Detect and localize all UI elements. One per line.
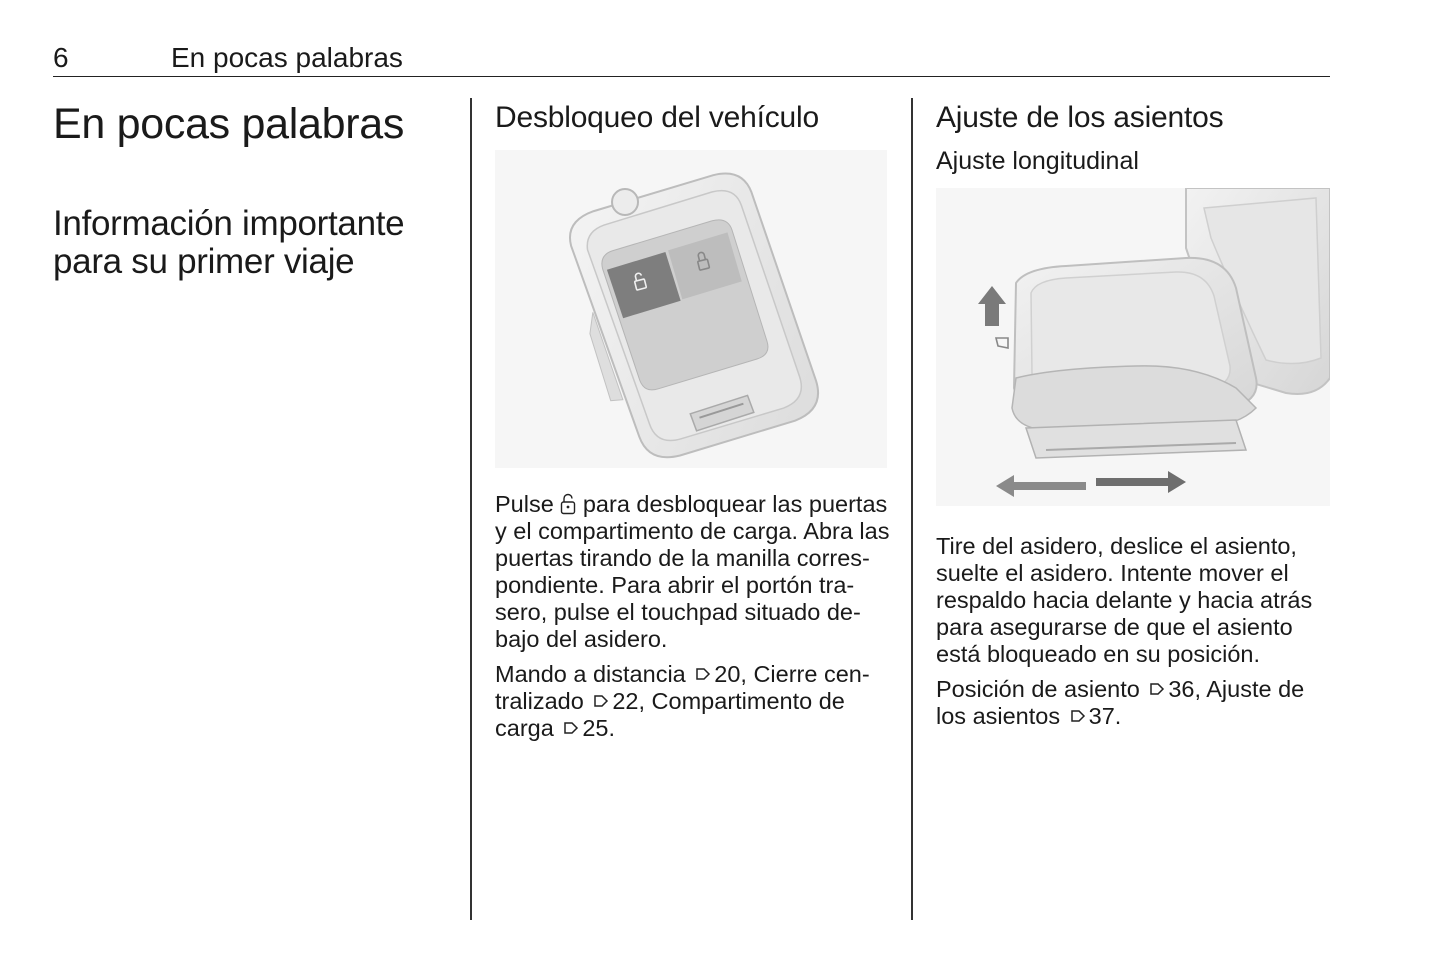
unlock-padlock-icon: [560, 493, 576, 515]
text-line: bajo del asidero.: [495, 626, 668, 652]
page-reference-arrow-icon: [1069, 707, 1087, 725]
text-line: sero, pulse el touchpad situado de-: [495, 599, 861, 625]
page-reference-arrow-icon: [694, 665, 712, 683]
page-number: 6: [53, 42, 69, 73]
column-unlock: [495, 98, 891, 742]
column-seat-adjustment: [936, 98, 1330, 730]
unlock-instructions: [495, 491, 891, 653]
text-line: puertas tirando de la manilla corres-: [495, 545, 870, 571]
seat-adjustment-illustration: [936, 188, 1330, 506]
ref-link-remote[interactable]: Mando a distancia 20: [495, 661, 741, 687]
text-line: pondiente. Para abrir el portón tra-: [495, 572, 855, 598]
text-line: y el compartimento de carga. Abra las: [495, 518, 890, 544]
seat-heading: Ajuste de los asientos: [936, 101, 1224, 134]
text-line: para asegurarse de que el asiento: [936, 614, 1293, 640]
text-fragment: , Cierre cen-: [740, 661, 870, 687]
ref-link-load-compartment[interactable]: carga 25: [495, 715, 609, 741]
text-fragment: .: [608, 715, 615, 741]
page-header: [53, 42, 1330, 77]
chapter-title: En pocas palabras: [53, 100, 405, 148]
section-title: [53, 205, 453, 281]
ref-link-central-lock[interactable]: tralizado 22: [495, 688, 639, 714]
text-line: suelte el asidero. Intente mover el: [936, 560, 1289, 586]
pulse-word: Pulse: [495, 491, 554, 517]
page-reference-arrow-icon: [562, 719, 580, 737]
page-reference-arrow-icon: [1148, 680, 1166, 698]
unlock-references: [495, 661, 891, 742]
car-key-fob-illustration: [495, 150, 887, 468]
seat-subheading: Ajuste longitudinal: [936, 147, 1139, 175]
column-divider: [470, 98, 472, 920]
text-line: está bloqueado en su posición.: [936, 641, 1261, 667]
section-title-line2: para su primer viaje: [53, 242, 355, 281]
running-title: En pocas palabras: [171, 42, 403, 73]
ref-link-seat-position[interactable]: Posición de asiento 36: [936, 676, 1195, 702]
text-fragment: , Compartimento de: [638, 688, 845, 714]
seat-references: [936, 676, 1330, 730]
section-title-line1: Información importante: [53, 204, 405, 243]
text-line: respaldo hacia delante y hacia atrás: [936, 587, 1313, 613]
ref-link-seat-adjustment[interactable]: los asientos 37: [936, 703, 1115, 729]
unlock-heading: Desbloqueo del vehículo: [495, 101, 819, 134]
text-line: Tire del asidero, deslice el asiento,: [936, 533, 1297, 559]
column-intro: [53, 98, 453, 281]
text-fragment: .: [1114, 703, 1122, 729]
column-divider: [911, 98, 913, 920]
page-reference-arrow-icon: [592, 692, 610, 710]
text-fragment: , Ajuste de: [1194, 676, 1305, 702]
seat-instructions: [936, 533, 1330, 668]
text-line: para desbloquear las puertas: [582, 491, 888, 517]
